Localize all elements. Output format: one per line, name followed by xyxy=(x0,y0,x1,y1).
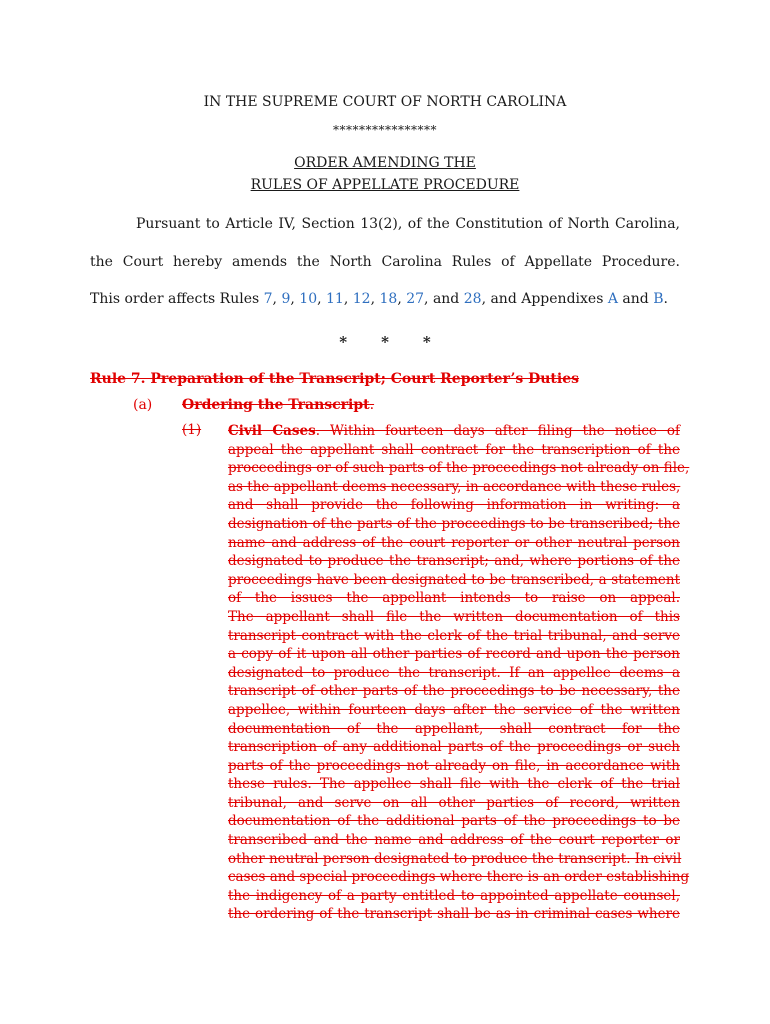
rule7-heading: Rule 7. Preparation of the Transcript; Court Reporter’s Duties xyxy=(90,371,579,387)
item1-line: as the appellant deems necessary, in accordance with these rules, xyxy=(228,478,681,495)
order-title-line2: RULES OF APPELLATE PROCEDURE xyxy=(250,177,520,193)
item1-line: the indigency of a party entitled to appointed appellate counsel, xyxy=(228,887,680,904)
item1-line: documentation of the additional parts of the proceedings to be xyxy=(228,813,680,830)
item1-first-line: Civil Cases. Within fourteen days after filing the notice of xyxy=(228,423,680,439)
rule7-subsection-a: (a) Ordering the Transcript. xyxy=(133,397,375,413)
item1-line: documentation of the appellant, shall contract for the xyxy=(228,720,680,737)
item1-line: transcript contract with the clerk of the trial tribunal, and serve xyxy=(228,627,680,644)
rule-28-link[interactable]: 28 xyxy=(463,291,482,307)
rule-27-link[interactable]: 27 xyxy=(406,291,425,307)
item1-line: The appellant shall file the written documentation of this xyxy=(228,608,680,625)
rule-12-link[interactable]: 12 xyxy=(352,291,371,307)
item1-number: (1) xyxy=(182,422,202,438)
intro-line2: the Court hereby amends the North Carolina Rules of Appellate Procedure. xyxy=(90,254,680,270)
title-separator: **************** xyxy=(333,123,437,137)
item1-line: transcribed and the name and address of the court reporter or xyxy=(228,832,680,849)
rule-9-link[interactable]: 9 xyxy=(281,291,291,307)
item1-line: appellee, within fourteen days after the service of the written xyxy=(228,701,680,718)
item1-line: other neutral person designated to produce the transcript. In civil xyxy=(228,850,682,867)
item1-line: of the issues the appellant intends to raise on appeal. xyxy=(228,590,680,607)
item1-line: a copy of it upon all other parties of record and upon the person xyxy=(228,646,680,663)
item1-line: proceedings have been designated to be transcribed, a statement xyxy=(228,571,680,588)
rule-11-link[interactable]: 11 xyxy=(326,291,344,307)
item1-line: these rules. The appellee shall file with the clerk of the trial xyxy=(228,776,680,793)
order-title-line1: ORDER AMENDING THE xyxy=(294,155,476,171)
item1-line: parts of the proceedings not already on file, in accordance with xyxy=(228,757,680,774)
item1-line: transcript of other parts of the proceedings to be necessary, the xyxy=(228,683,680,700)
court-title: IN THE SUPREME COURT OF NORTH CAROLINA xyxy=(203,94,567,110)
item1-line: designated to produce the transcript. If an appellee deems a xyxy=(228,664,680,681)
intro-line1: Pursuant to Article IV, Section 13(2), of the Constitution of North Carolina, xyxy=(136,216,680,232)
item1-line: and shall provide the following information in writing: a xyxy=(228,497,680,514)
section-break: * * * xyxy=(339,333,431,351)
item1-line: cases and special proceedings where there is an order establishing xyxy=(228,869,690,886)
item1-body xyxy=(228,422,690,924)
item1-line: proceedings or of such parts of the proceedings not already on file, xyxy=(228,460,690,477)
item1-line: name and address of the court reporter or other neutral person xyxy=(228,534,680,551)
item1-line: designated to produce the transcript; and, where portions of the xyxy=(228,553,680,570)
item1-line: appeal the appellant shall contract for the transcription of the xyxy=(228,441,680,458)
intro-line3: This order affects Rules 7, 9, 10, 11, 12, 18, 27, and 28, and Appendixes A and B. xyxy=(90,291,668,307)
appendix-b-link[interactable]: B xyxy=(653,291,664,307)
item1-line: transcription of any additional parts of the proceedings or such xyxy=(228,739,680,756)
rule-18-link[interactable]: 18 xyxy=(379,291,398,307)
item1-line: designation of the parts of the proceedings to be transcribed; the xyxy=(228,515,680,532)
appendix-a-link[interactable]: A xyxy=(607,291,618,307)
item1-line: tribunal, and serve on all other parties of record, written xyxy=(228,794,680,811)
item1-line: the ordering of the transcript shall be as in criminal cases where xyxy=(228,906,680,923)
rule-10-link[interactable]: 10 xyxy=(299,291,318,307)
rule-7-link[interactable]: 7 xyxy=(263,291,273,307)
